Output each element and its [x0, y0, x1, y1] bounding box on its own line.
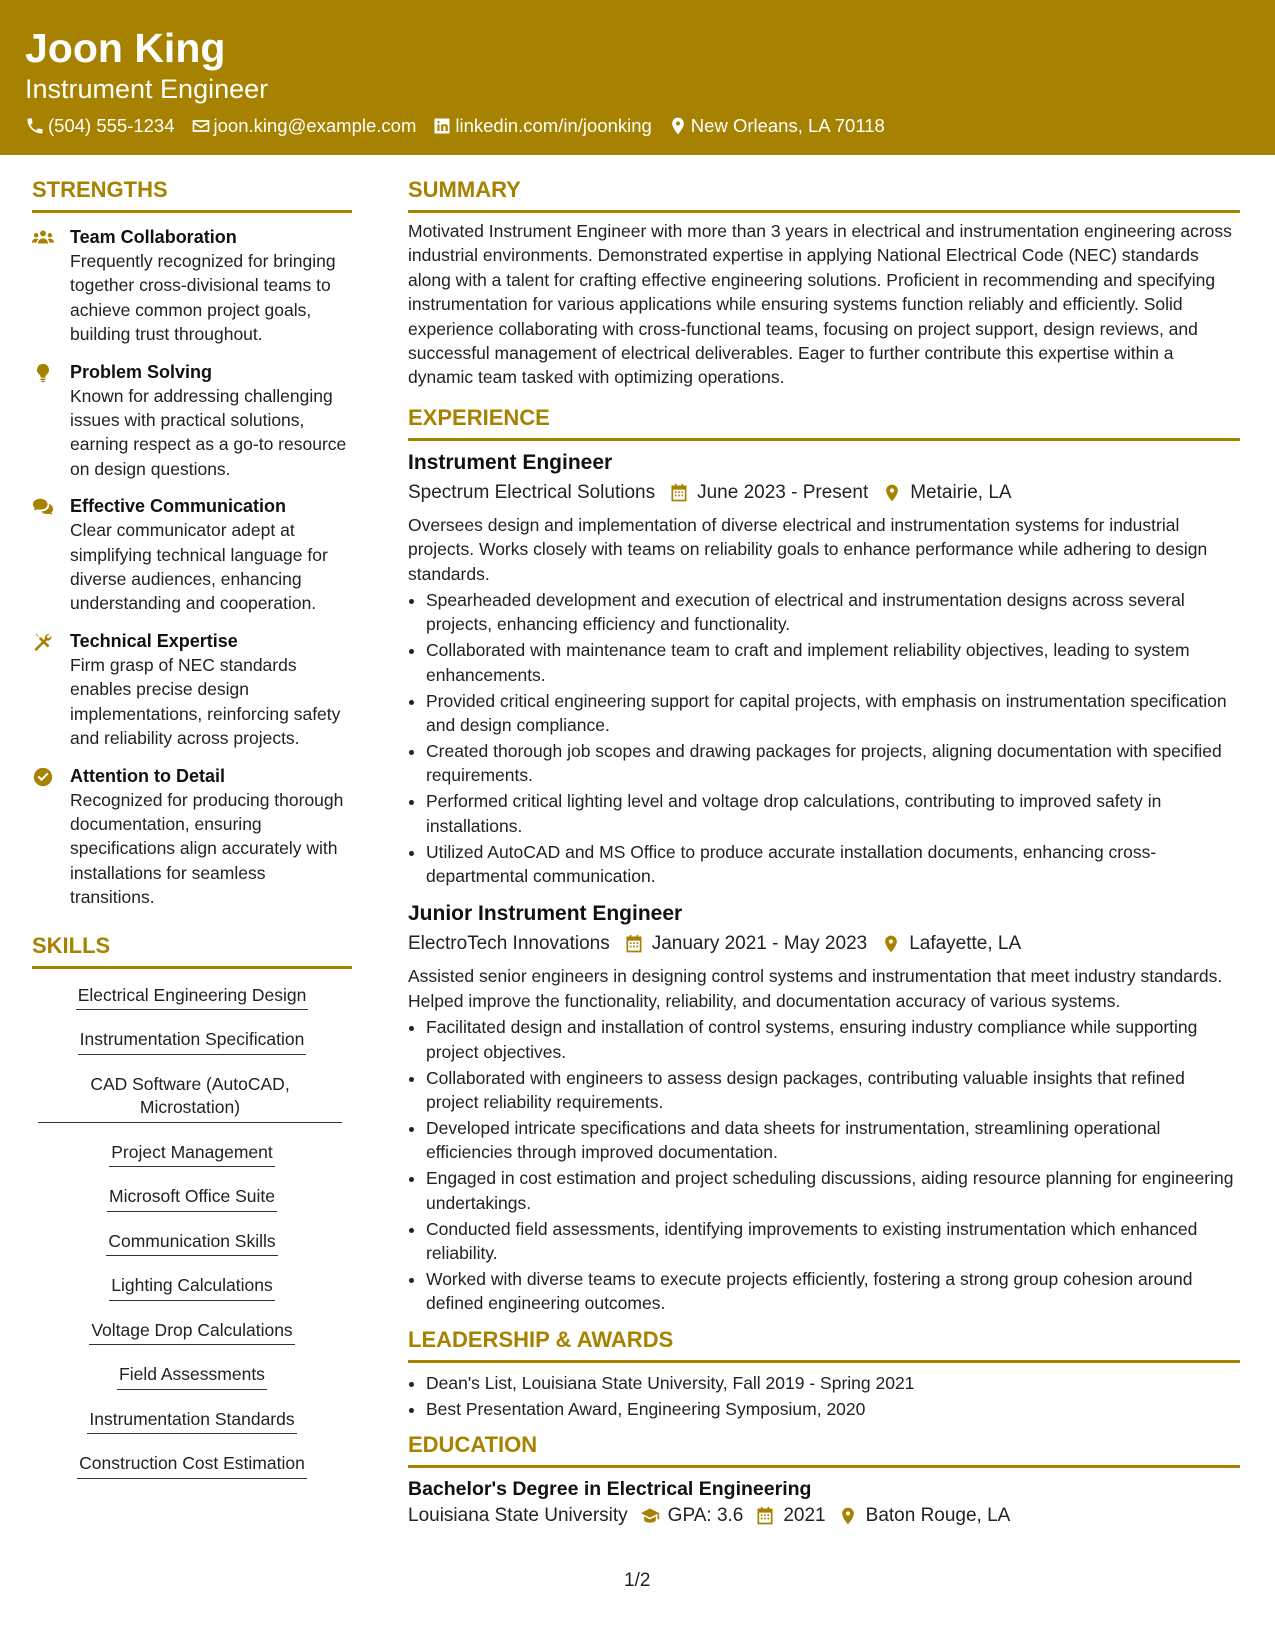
job-location: Metairie, LA	[910, 481, 1012, 503]
strength-item	[32, 225, 352, 347]
calendar-icon	[669, 483, 689, 503]
job-description: Oversees design and implementation of diverse electrical and instrumentation systems for industrial projects. Works closely with teams on reliability goals to enhance performance while adhering to design standards.	[408, 514, 1208, 584]
linkedin-icon	[432, 116, 452, 136]
strength-title: Technical Expertise	[70, 630, 238, 651]
education-meta	[408, 1502, 1240, 1530]
job-description: Assisted senior engineers in designing control systems and instrumentation that meet industry standards. Helped improve the functionality, reliability, and documentation accuracy of various systems.	[408, 966, 1223, 1011]
job-bullet: • Engaged in cost estimation and project scheduling discussions, aiding resource planning for engineering undertakings.	[426, 1166, 1240, 1215]
left-column	[32, 176, 352, 1492]
contact-phone[interactable]	[25, 115, 175, 137]
job-bullet: • Developed intricate specifications and data sheets for instrumentation, streamlining operational efficiencies through improved documentation.	[426, 1116, 1240, 1165]
education-heading: EDUCATION	[408, 1431, 1240, 1468]
leadership-heading: LEADERSHIP & AWARDS	[408, 1326, 1240, 1363]
strength-desc: Recognized for producing thorough documentation, ensuring specifications align accurately with installations for seamless transitions.	[70, 789, 344, 908]
education-gpa: GPA: 3.6	[667, 1504, 744, 1526]
strength-desc: Firm grasp of NEC standards enables precise design implementations, reinforcing safety and reliability across projects.	[70, 654, 341, 749]
tools-icon	[32, 632, 54, 652]
strength-title: Problem Solving	[70, 361, 213, 382]
job-entry	[408, 449, 1240, 889]
education-year: 2021	[783, 1504, 826, 1526]
strength-title: Effective Communication	[70, 496, 287, 517]
job-bullet: • Conducted field assessments, identifying improvements to existing instrumentation which enhanced reliability.	[426, 1217, 1240, 1266]
contact-phone-text: (504) 555-1234	[48, 115, 175, 136]
contact-linkedin[interactable]	[432, 115, 651, 137]
skill-item: Electrical Engineering Design	[76, 979, 309, 1011]
candidate-name: Joon King	[25, 25, 226, 71]
job-bullets	[408, 1015, 1240, 1315]
strengths-heading: STRENGTHS	[32, 176, 352, 213]
location-icon	[838, 1506, 858, 1526]
contact-location	[668, 115, 885, 137]
experience-heading: EXPERIENCE	[408, 404, 1240, 441]
calendar-icon	[755, 1506, 775, 1526]
contact-email[interactable]	[191, 115, 417, 137]
skill-item: Field Assessments	[117, 1358, 267, 1390]
strength-item	[32, 764, 352, 910]
strength-desc: Clear communicator adept at simplifying technical language for diverse audiences, enhancing understanding and cooperation.	[70, 520, 328, 614]
job-bullet: • Worked with diverse teams to execute projects efficiently, fostering a strong group cohesion around defined engineering outcomes.	[426, 1267, 1240, 1316]
job-company: ElectroTech Innovations	[408, 933, 610, 955]
skills-list	[32, 979, 352, 1492]
job-bullet: • Performed critical lighting level and voltage drop calculations, contributing to improved safety in installations.	[426, 789, 1240, 838]
job-bullet: • Created thorough job scopes and drawing packages for projects, aligning documentation with specified requirements.	[426, 739, 1240, 788]
contact-email-text: joon.king@example.com	[213, 115, 417, 136]
job-title: Junior Instrument Engineer	[408, 902, 683, 926]
strengths-list	[32, 225, 352, 910]
email-icon	[191, 116, 211, 136]
job-meta	[408, 930, 1240, 958]
lightbulb-icon	[32, 363, 54, 383]
skill-item: Microsoft Office Suite	[107, 1180, 277, 1212]
job-dates: June 2023 - Present	[697, 481, 869, 503]
education-school: Louisiana State University	[408, 1504, 628, 1526]
contact-linkedin-text: linkedin.com/in/joonking	[455, 115, 652, 136]
education-location: Baton Rouge, LA	[865, 1504, 1011, 1526]
strength-item	[32, 629, 352, 751]
strength-title: Team Collaboration	[70, 227, 237, 247]
job-meta	[408, 479, 1240, 507]
job-location: Lafayette, LA	[909, 933, 1022, 955]
job-bullet: • Collaborated with engineers to assess design packages, contributing valuable insights that refined project reliability requirements.	[426, 1066, 1240, 1115]
job-bullet: • Utilized AutoCAD and MS Office to produce accurate installation documents, enhancing cross-departmental communication.	[426, 840, 1240, 889]
skill-item: Lighting Calculations	[109, 1269, 275, 1301]
candidate-title: Instrument Engineer	[25, 74, 269, 104]
check-circle-icon	[32, 767, 54, 787]
job-bullet: • Provided critical engineering support for capital projects, with emphasis on instrumentation specification and design compliance.	[426, 689, 1240, 738]
summary-text: Motivated Instrument Engineer with more than 3 years in electrical and instrumentation engineering across industrial environments. Demonstrated expertise in applying National Electrical Code (NEC) standards along with a talent for crafting effective engineering solutions. Proficient in recommending and specifying instrumentation for various applications while ensuring systems function reliably and efficiently. Solid experience collaborating with cross-functional teams, focusing on project support, design reviews, and successful management of electrical deliverables. Eager to further contribute this expertise within a dynamic team tasked with optimizing operations.	[408, 221, 1232, 388]
strength-item	[32, 494, 352, 616]
leadership-item: • Dean's List, Louisiana State University, Fall 2019 - Spring 2021	[426, 1371, 1240, 1395]
location-icon	[668, 116, 688, 136]
location-icon	[881, 934, 901, 954]
chat-icon	[32, 497, 54, 517]
contact-bar	[25, 115, 901, 137]
calendar-icon	[624, 934, 644, 954]
contact-location-text: New Orleans, LA 70118	[690, 115, 885, 136]
job-bullet: • Spearheaded development and execution of electrical and instrumentation designs across several projects, enhancing efficiency and functionality.	[426, 588, 1240, 637]
job-bullet: • Facilitated design and installation of control systems, ensuring industry compliance while supporting project objectives.	[426, 1015, 1240, 1064]
education-degree: Bachelor's Degree in Electrical Engineering	[408, 1477, 812, 1500]
skill-item: Construction Cost Estimation	[77, 1447, 307, 1479]
skill-item: Instrumentation Standards	[87, 1403, 296, 1435]
phone-icon	[25, 116, 45, 136]
skill-item: Project Management	[109, 1136, 274, 1168]
summary-heading: SUMMARY	[408, 176, 1240, 213]
right-column	[408, 176, 1240, 1530]
resume-header	[0, 0, 1275, 155]
skill-item: Instrumentation Specification	[78, 1023, 307, 1055]
job-bullets	[408, 588, 1240, 888]
page-number: 1/2	[624, 1570, 651, 1591]
location-icon	[882, 483, 902, 503]
skills-heading: SKILLS	[32, 932, 352, 969]
strength-desc: Frequently recognized for bringing together cross-divisional teams to achieve common project goals, building trust throughout.	[70, 251, 336, 345]
skill-item: Communication Skills	[106, 1225, 277, 1257]
strength-desc: Known for addressing challenging issues with practical solutions, earning respect as a go-to resource on design questions.	[70, 385, 347, 479]
graduation-cap-icon	[640, 1506, 660, 1526]
skill-item: Voltage Drop Calculations	[89, 1314, 294, 1346]
leadership-list	[408, 1371, 1240, 1421]
skill-item: CAD Software (AutoCAD, Microstation)	[38, 1068, 342, 1123]
job-dates: January 2021 - May 2023	[651, 933, 868, 955]
job-title: Instrument Engineer	[408, 450, 613, 474]
strength-item	[32, 360, 352, 482]
job-entry	[408, 900, 1240, 1315]
job-company: Spectrum Electrical Solutions	[408, 481, 656, 503]
team-icon	[32, 228, 54, 248]
job-bullet: • Collaborated with maintenance team to craft and implement reliability objectives, leading to system enhancements.	[426, 638, 1240, 687]
strength-title: Attention to Detail	[70, 765, 225, 786]
leadership-item: • Best Presentation Award, Engineering Symposium, 2020	[426, 1397, 1240, 1421]
